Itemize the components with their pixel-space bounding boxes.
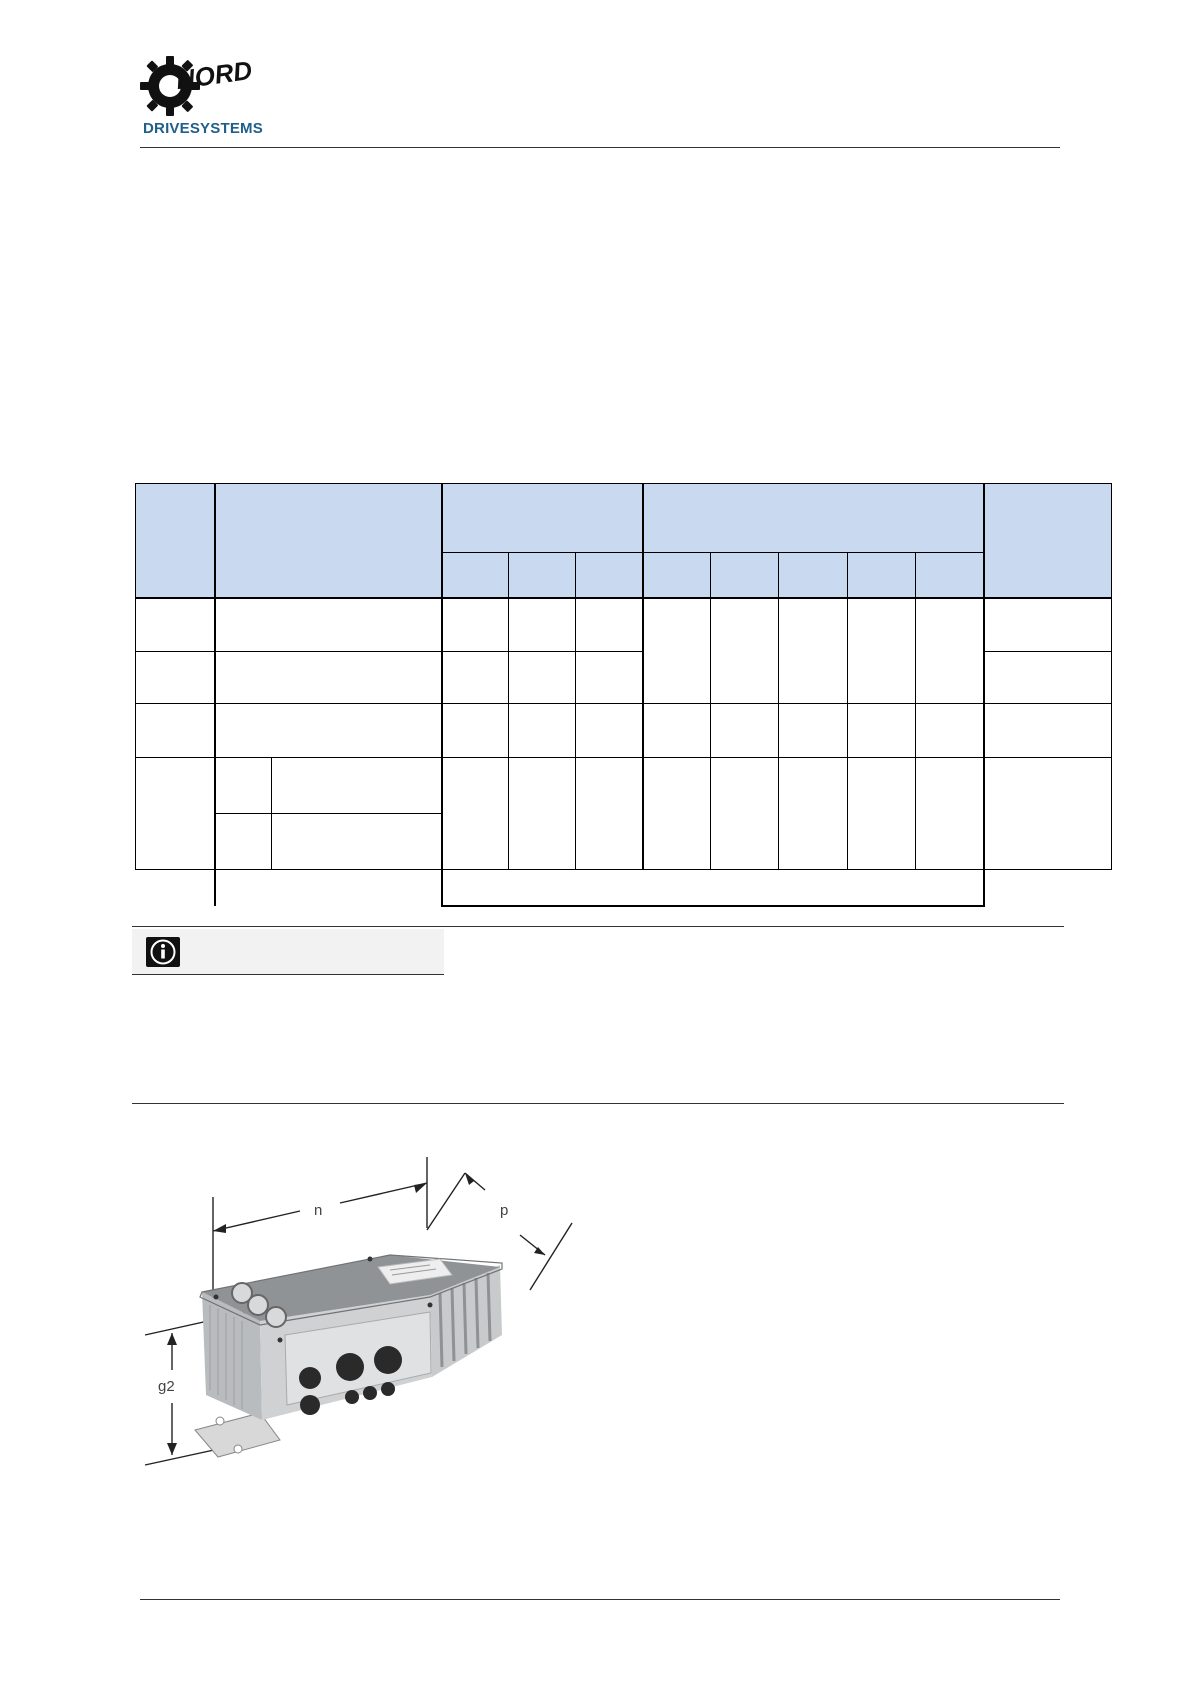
spec-table <box>135 483 1112 907</box>
device-dimension-figure <box>140 1155 590 1485</box>
table-row <box>136 484 1112 553</box>
info-divider <box>132 926 1064 927</box>
logo-wordmark: NORD <box>174 54 254 96</box>
table-row <box>136 758 1112 814</box>
table-row <box>136 870 1112 906</box>
frequency-inverter-image <box>195 1255 502 1457</box>
dimension-label-p: p <box>500 1202 509 1219</box>
footer-divider <box>140 1599 1060 1600</box>
dimension-label-n: n <box>314 1202 323 1219</box>
section-divider <box>132 1103 1064 1104</box>
dimension-label-g2: g2 <box>158 1378 175 1395</box>
table-row <box>136 704 1112 758</box>
header-divider <box>140 147 1060 148</box>
company-name: DRIVESYSTEMS <box>143 120 263 137</box>
table-row <box>136 598 1112 652</box>
info-note <box>132 929 444 975</box>
info-icon <box>146 937 180 967</box>
